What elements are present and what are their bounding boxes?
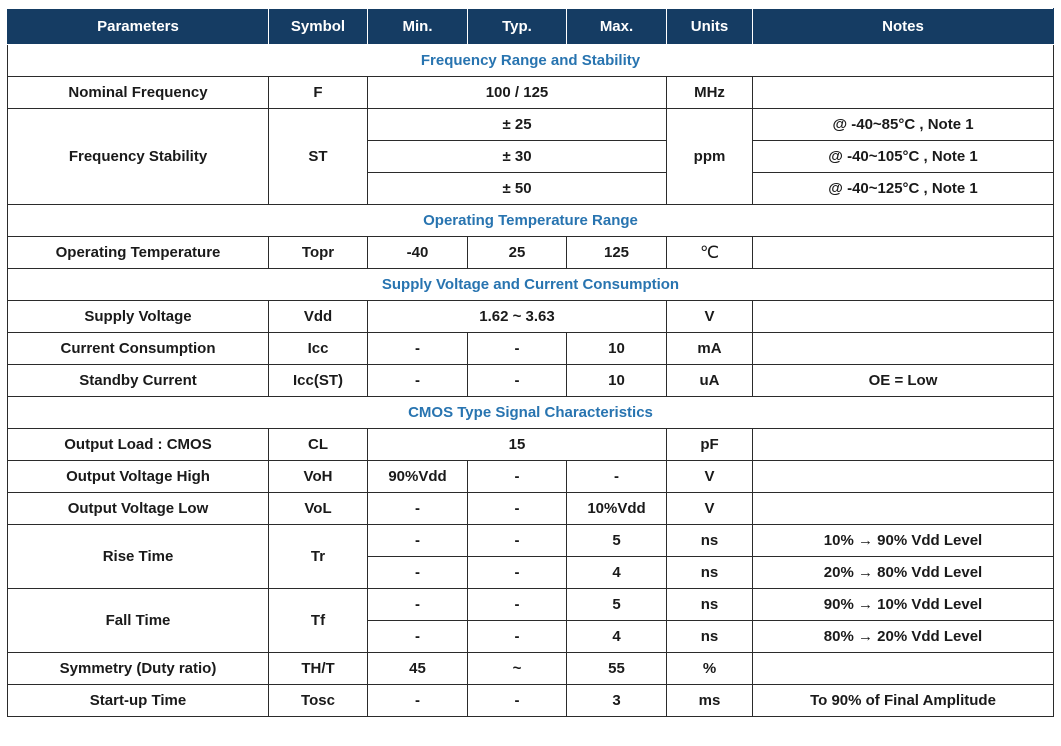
table-row — [8, 461, 1054, 493]
param-cell: Frequency Stability — [8, 109, 269, 205]
typ-cell: - — [468, 685, 567, 717]
param-cell: Fall Time — [8, 589, 269, 653]
section-title-cmos: CMOS Type Signal Characteristics — [8, 397, 1054, 429]
symbol-cell: VoH — [269, 461, 368, 493]
section-title-supply: Supply Voltage and Current Consumption — [8, 269, 1054, 301]
units-cell: MHz — [667, 77, 753, 109]
units-cell: ns — [667, 557, 753, 589]
value-cell: ± 25 — [368, 109, 667, 141]
notes-cell — [753, 493, 1054, 525]
param-cell: Standby Current — [8, 365, 269, 397]
notes-cell: 10% → 90% Vdd Level — [753, 525, 1054, 557]
min-cell: - — [368, 685, 468, 717]
notes-cell — [753, 333, 1054, 365]
table-row — [8, 77, 1054, 109]
typ-cell: - — [468, 557, 567, 589]
units-cell: pF — [667, 429, 753, 461]
notes-cell: @ -40~125°C , Note 1 — [753, 173, 1054, 205]
max-cell: 3 — [567, 685, 667, 717]
table-row — [8, 109, 1054, 141]
notes-cell — [753, 461, 1054, 493]
value-cell: 1.62 ~ 3.63 — [368, 301, 667, 333]
param-cell: Operating Temperature — [8, 237, 269, 269]
header-parameters: Parameters — [8, 9, 269, 45]
param-cell: Output Voltage Low — [8, 493, 269, 525]
param-cell: Output Voltage High — [8, 461, 269, 493]
symbol-cell: Icc(ST) — [269, 365, 368, 397]
units-cell: ns — [667, 621, 753, 653]
min-cell: - — [368, 365, 468, 397]
header-row — [8, 9, 1054, 45]
max-cell: 5 — [567, 589, 667, 621]
notes-cell — [753, 429, 1054, 461]
notes-cell — [753, 653, 1054, 685]
min-cell: - — [368, 333, 468, 365]
units-cell: ns — [667, 525, 753, 557]
min-cell: - — [368, 525, 468, 557]
typ-cell: - — [468, 525, 567, 557]
typ-cell: - — [468, 333, 567, 365]
value-cell: ± 50 — [368, 173, 667, 205]
spec-table — [7, 8, 1054, 717]
table-row — [8, 525, 1054, 557]
min-cell: 45 — [368, 653, 468, 685]
notes-cell — [753, 301, 1054, 333]
symbol-cell: Topr — [269, 237, 368, 269]
notes-cell: @ -40~105°C , Note 1 — [753, 141, 1054, 173]
header-typ: Typ. — [468, 9, 567, 45]
units-cell: % — [667, 653, 753, 685]
table-row — [8, 653, 1054, 685]
typ-cell: - — [468, 365, 567, 397]
table-row — [8, 333, 1054, 365]
notes-cell — [753, 237, 1054, 269]
table-row — [8, 237, 1054, 269]
notes-cell — [753, 77, 1054, 109]
symbol-cell: TH/T — [269, 653, 368, 685]
min-cell: 90%Vdd — [368, 461, 468, 493]
section-row — [8, 269, 1054, 301]
max-cell: 55 — [567, 653, 667, 685]
section-title-frequency: Frequency Range and Stability — [8, 45, 1054, 77]
section-row — [8, 397, 1054, 429]
table-row — [8, 301, 1054, 333]
notes-cell: 90% → 10% Vdd Level — [753, 589, 1054, 621]
max-cell: 10%Vdd — [567, 493, 667, 525]
value-cell: ± 30 — [368, 141, 667, 173]
symbol-cell: CL — [269, 429, 368, 461]
param-cell: Start-up Time — [8, 685, 269, 717]
units-cell: V — [667, 461, 753, 493]
units-cell: ms — [667, 685, 753, 717]
param-cell: Rise Time — [8, 525, 269, 589]
min-cell: - — [368, 589, 468, 621]
max-cell: 10 — [567, 365, 667, 397]
section-row — [8, 205, 1054, 237]
symbol-cell: Tf — [269, 589, 368, 653]
symbol-cell: ST — [269, 109, 368, 205]
typ-cell: 25 — [468, 237, 567, 269]
typ-cell: - — [468, 461, 567, 493]
symbol-cell: Vdd — [269, 301, 368, 333]
max-cell: 125 — [567, 237, 667, 269]
table-row — [8, 429, 1054, 461]
param-cell: Output Load : CMOS — [8, 429, 269, 461]
max-cell: - — [567, 461, 667, 493]
param-cell: Nominal Frequency — [8, 77, 269, 109]
notes-cell: OE = Low — [753, 365, 1054, 397]
max-cell: 5 — [567, 525, 667, 557]
value-cell: 100 / 125 — [368, 77, 667, 109]
notes-cell: 80% → 20% Vdd Level — [753, 621, 1054, 653]
notes-cell: 20% → 80% Vdd Level — [753, 557, 1054, 589]
units-cell: ns — [667, 589, 753, 621]
header-symbol: Symbol — [269, 9, 368, 45]
section-title-temperature: Operating Temperature Range — [8, 205, 1054, 237]
symbol-cell: F — [269, 77, 368, 109]
typ-cell: - — [468, 589, 567, 621]
units-cell: ℃ — [667, 237, 753, 269]
typ-cell: - — [468, 493, 567, 525]
notes-cell: @ -40~85°C , Note 1 — [753, 109, 1054, 141]
notes-cell: To 90% of Final Amplitude — [753, 685, 1054, 717]
table-row — [8, 589, 1054, 621]
symbol-cell: Tr — [269, 525, 368, 589]
header-min: Min. — [368, 9, 468, 45]
header-notes: Notes — [753, 9, 1054, 45]
symbol-cell: Icc — [269, 333, 368, 365]
min-cell: - — [368, 621, 468, 653]
units-cell: V — [667, 493, 753, 525]
param-cell: Current Consumption — [8, 333, 269, 365]
header-max: Max. — [567, 9, 667, 45]
min-cell: - — [368, 557, 468, 589]
typ-cell: - — [468, 621, 567, 653]
section-row — [8, 45, 1054, 77]
table-row — [8, 365, 1054, 397]
units-cell: mA — [667, 333, 753, 365]
symbol-cell: VoL — [269, 493, 368, 525]
units-cell: uA — [667, 365, 753, 397]
max-cell: 4 — [567, 557, 667, 589]
table-row — [8, 685, 1054, 717]
header-units: Units — [667, 9, 753, 45]
min-cell: - — [368, 493, 468, 525]
min-cell: -40 — [368, 237, 468, 269]
units-cell: V — [667, 301, 753, 333]
typ-cell: ~ — [468, 653, 567, 685]
param-cell: Symmetry (Duty ratio) — [8, 653, 269, 685]
param-cell: Supply Voltage — [8, 301, 269, 333]
symbol-cell: Tosc — [269, 685, 368, 717]
max-cell: 4 — [567, 621, 667, 653]
table-row — [8, 493, 1054, 525]
units-cell: ppm — [667, 109, 753, 205]
max-cell: 10 — [567, 333, 667, 365]
value-cell: 15 — [368, 429, 667, 461]
